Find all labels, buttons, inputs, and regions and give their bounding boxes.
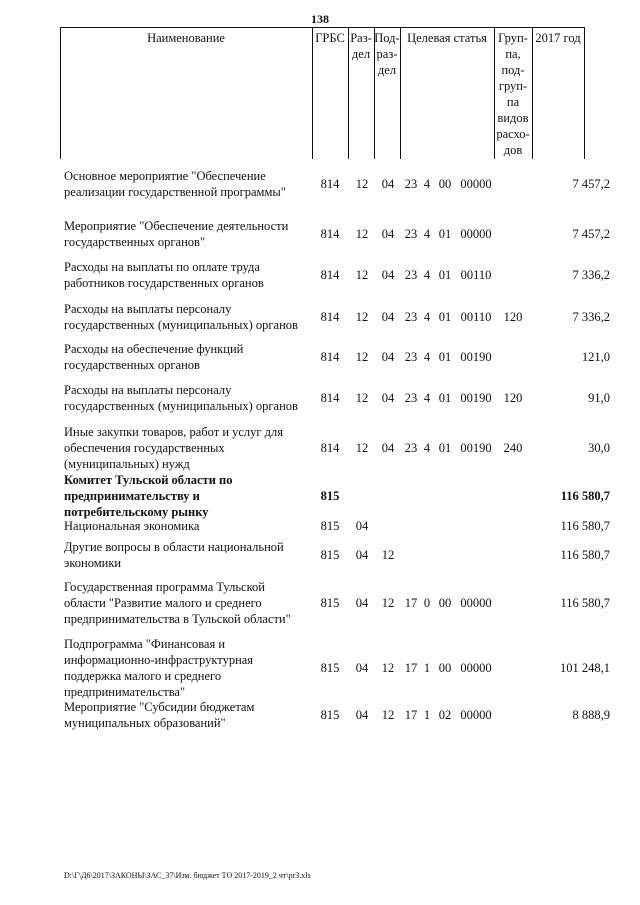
- row-name: Расходы на выплаты персоналу государственных (муниципальных) органов: [64, 383, 298, 413]
- target-program: 23: [404, 441, 418, 455]
- razdel-code: 12: [355, 391, 369, 405]
- razdel-code: 12: [355, 310, 369, 324]
- grbs-code: 814: [320, 268, 340, 282]
- target-program: 23: [404, 350, 418, 364]
- amount-2017: 116 580,7: [560, 489, 610, 503]
- grbs-code: 815: [320, 548, 340, 562]
- target-subprogram: 4: [423, 310, 431, 324]
- target-subprogram: 4: [423, 441, 431, 455]
- podrazdel-code: 04: [381, 268, 395, 282]
- grbs-code: 815: [320, 519, 340, 533]
- header-group: Груп- па, под- груп- па видов расхо- дов: [496, 31, 530, 157]
- amount-2017: 91,0: [588, 391, 610, 405]
- podrazdel-code: 12: [381, 708, 395, 722]
- row-name: Подпрограмма "Финансовая и информационно-инфраструктурная поддержка малого и среднего предпринимательства": [64, 637, 254, 699]
- razdel-code: 12: [355, 227, 369, 241]
- header-razdel: Раз- дел: [350, 31, 372, 61]
- amount-2017: 7 457,2: [572, 177, 610, 191]
- row-name: Комитет Тульской области по предпринимательству и потребительскому рынку: [64, 473, 233, 519]
- podrazdel-code: 04: [381, 227, 395, 241]
- target-direction: 00000: [460, 661, 492, 675]
- target-direction: 00110: [460, 268, 492, 282]
- target-direction: 00190: [460, 391, 492, 405]
- target-subprogram: 1: [423, 661, 431, 675]
- grbs-code: 814: [320, 227, 340, 241]
- target-event: 01: [438, 441, 452, 455]
- expense-group: 120: [503, 310, 523, 324]
- target-direction: 00190: [460, 441, 492, 455]
- target-program: 17: [404, 708, 418, 722]
- expense-group: 120: [503, 391, 523, 405]
- podrazdel-code: 04: [381, 177, 395, 191]
- target-subprogram: 0: [423, 596, 431, 610]
- header-target: Целевая статья: [407, 31, 487, 45]
- target-subprogram: 1: [423, 708, 431, 722]
- podrazdel-code: 04: [381, 310, 395, 324]
- razdel-code: 12: [355, 268, 369, 282]
- target-program: 23: [404, 227, 418, 241]
- target-event: 00: [438, 596, 452, 610]
- amount-2017: 8 888,9: [572, 708, 610, 722]
- page-number: 138: [311, 12, 329, 26]
- target-direction: 00000: [460, 177, 492, 191]
- podrazdel-code: 12: [381, 661, 395, 675]
- file-path-footer: D:\Г\Д6\2017\ЗАКОНЫ\ЗАС_37\Изм. бюджет ТО 2017-2019_2 чт\pr3.xls: [64, 871, 311, 880]
- target-direction: 00110: [460, 310, 492, 324]
- grbs-code: 814: [320, 350, 340, 364]
- target-direction: 00000: [460, 227, 492, 241]
- grbs-code: 814: [320, 177, 340, 191]
- target-event: 01: [438, 350, 452, 364]
- razdel-code: 04: [355, 548, 369, 562]
- podrazdel-code: 04: [381, 391, 395, 405]
- header-podrazdel: Под- раз- дел: [374, 31, 400, 77]
- target-subprogram: 4: [423, 268, 431, 282]
- target-subprogram: 4: [423, 177, 431, 191]
- target-event: 00: [438, 661, 452, 675]
- target-event: 01: [438, 310, 452, 324]
- row-name: Расходы на выплаты персоналу государственных (муниципальных) органов: [64, 302, 298, 332]
- razdel-code: 04: [355, 708, 369, 722]
- amount-2017: 7 336,2: [572, 310, 610, 324]
- row-name: Расходы на выплаты по оплате труда работников государственных органов: [64, 260, 264, 290]
- row-name: Мероприятие "Обеспечение деятельности государственных органов": [64, 219, 289, 249]
- target-subprogram: 4: [423, 227, 431, 241]
- target-program: 23: [404, 310, 418, 324]
- header-name: Наименование: [147, 31, 225, 45]
- amount-2017: 116 580,7: [560, 596, 610, 610]
- grbs-code: 815: [320, 489, 340, 503]
- razdel-code: 04: [355, 596, 369, 610]
- amount-2017: 7 457,2: [572, 227, 610, 241]
- target-program: 17: [404, 596, 418, 610]
- grbs-code: 815: [320, 661, 340, 675]
- amount-2017: 121,0: [581, 350, 610, 364]
- target-subprogram: 4: [423, 391, 431, 405]
- row-name: Мероприятие "Субсидии бюджетам муниципальных образований": [64, 700, 255, 730]
- header-year: 2017 год: [535, 31, 581, 45]
- podrazdel-code: 12: [381, 548, 395, 562]
- podrazdel-code: 12: [381, 596, 395, 610]
- amount-2017: 101 248,1: [560, 661, 610, 675]
- target-direction: 00190: [460, 350, 492, 364]
- podrazdel-code: 04: [381, 441, 395, 455]
- grbs-code: 814: [320, 391, 340, 405]
- target-event: 01: [438, 227, 452, 241]
- amount-2017: 116 580,7: [560, 519, 610, 533]
- grbs-code: 815: [320, 596, 340, 610]
- target-event: 00: [438, 177, 452, 191]
- razdel-code: 12: [355, 177, 369, 191]
- razdel-code: 04: [355, 661, 369, 675]
- amount-2017: 116 580,7: [560, 548, 610, 562]
- header-grbs: ГРБС: [315, 31, 345, 45]
- target-event: 02: [438, 708, 452, 722]
- row-name: Другие вопросы в области национальной экономики: [64, 540, 284, 570]
- target-direction: 00000: [460, 596, 492, 610]
- grbs-code: 814: [320, 441, 340, 455]
- expense-group: 240: [503, 441, 523, 455]
- target-direction: 00000: [460, 708, 492, 722]
- target-subprogram: 4: [423, 350, 431, 364]
- amount-2017: 30,0: [588, 441, 610, 455]
- amount-2017: 7 336,2: [572, 268, 610, 282]
- target-program: 23: [404, 177, 418, 191]
- podrazdel-code: 04: [381, 350, 395, 364]
- target-program: 17: [404, 661, 418, 675]
- row-name: Национальная экономика: [64, 519, 200, 533]
- grbs-code: 814: [320, 310, 340, 324]
- razdel-code: 12: [355, 441, 369, 455]
- target-program: 23: [404, 268, 418, 282]
- target-event: 01: [438, 268, 452, 282]
- target-program: 23: [404, 391, 418, 405]
- grbs-code: 815: [320, 708, 340, 722]
- row-name: Иные закупки товаров, работ и услуг для обеспечения государственных (муниципальных) нужд: [64, 425, 284, 471]
- row-name: Государственная программа Тульской области "Развитие малого и среднего предпринимательства в Тульской области": [64, 580, 291, 626]
- razdel-code: 04: [355, 519, 369, 533]
- row-name: Расходы на обеспечение функций государственных органов: [64, 342, 244, 372]
- target-event: 01: [438, 391, 452, 405]
- razdel-code: 12: [355, 350, 369, 364]
- row-name: Основное мероприятие "Обеспечение реализации государственной программы": [64, 169, 286, 199]
